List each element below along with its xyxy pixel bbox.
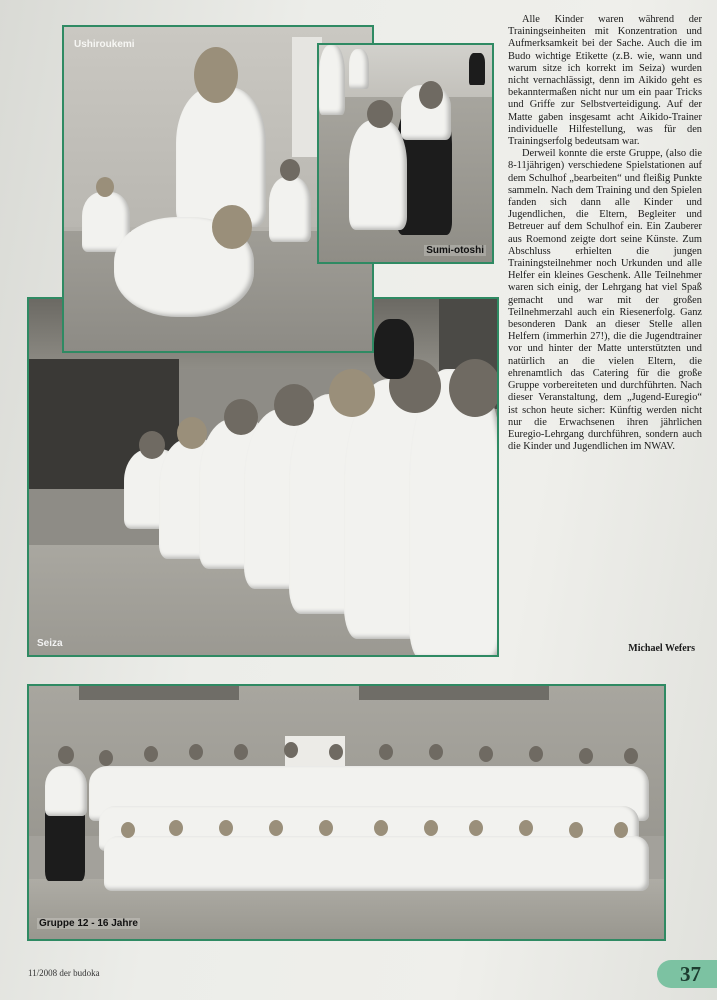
article-paragraph-1: Alle Kinder waren während der Trainingseinheiten mit Konzentration und Aufmerksamkeit bei der Sache. Auch die im Budo wichtige Etikette (z.B. wie, wann und warum sitze ich korrekt im Seiza) wurden nicht vernachlässigt, denn im Aikido geht es bekanntermaßen nicht nur um ein paar Tricks und Griffe zur Selbstverteidigung. Auf der Matte gaben insgesamt acht Aikido-Trainer individuelle Hilfestellung, was für den Trainingserfolg bedeutsam war. bbox=[508, 14, 702, 148]
photo-label-group: Gruppe 12 - 16 Jahre bbox=[39, 918, 138, 929]
photo-group bbox=[27, 684, 666, 941]
photo-label-sumi-otoshi: Sumi-otoshi bbox=[426, 245, 484, 256]
article-paragraph-2: Derweil konnte die erste Gruppe, (also die 8-11jährigen) verschiedene Spielstationen auf dem Schulhof „bearbeiten“ und fleißig Punkte sammeln. Nach dem Training und den Spielen fanden sich dann alle Kinder und Jugendlichen, die Eltern, Begleiter und Betreuer auf dem Schulhof ein. Ein Zauberer aus Roemond zeigte dort seine Künste. Zum Abschluss erhielten die jungen Trainingsteilnehmer noch Urkunden und alle Helfer ein kleines Geschenk. Alle Teilnehmer waren sich einig, der Lehrgang hat viel Spaß gemacht und war mit der großen Teilnehmerzahl auch ein Riesenerfolg. Ganz besonderen Dank an dieser Stelle allen Helfern (immerhin 27!), die die Jugendtrainer vor und hinter der Matte unterstützten und natürlich an die vielen Eltern, die ehrenamtlich das Catering für die große Gruppe vorbereiteten und durchführten. Nach dieser Veranstaltung, dem „Jugend-Euregio“ ist schon heute sicher: Künftig werden nicht nur die Erwachsenen ihren jährlichen Euregio-Lehrgang durchführen, sondern auch die Kinder und Jugendlichen im NWAV. bbox=[508, 148, 702, 453]
article-text bbox=[508, 14, 702, 453]
photo-label-ushiroukemi: Ushiroukemi bbox=[74, 39, 135, 50]
article-author: Michael Wefers bbox=[628, 643, 695, 654]
footer-issue: 11/2008 der budoka bbox=[28, 968, 100, 978]
photo-label-seiza: Seiza bbox=[37, 638, 63, 649]
page-number: 37 bbox=[680, 962, 701, 986]
photo-sumi-otoshi bbox=[317, 43, 494, 264]
